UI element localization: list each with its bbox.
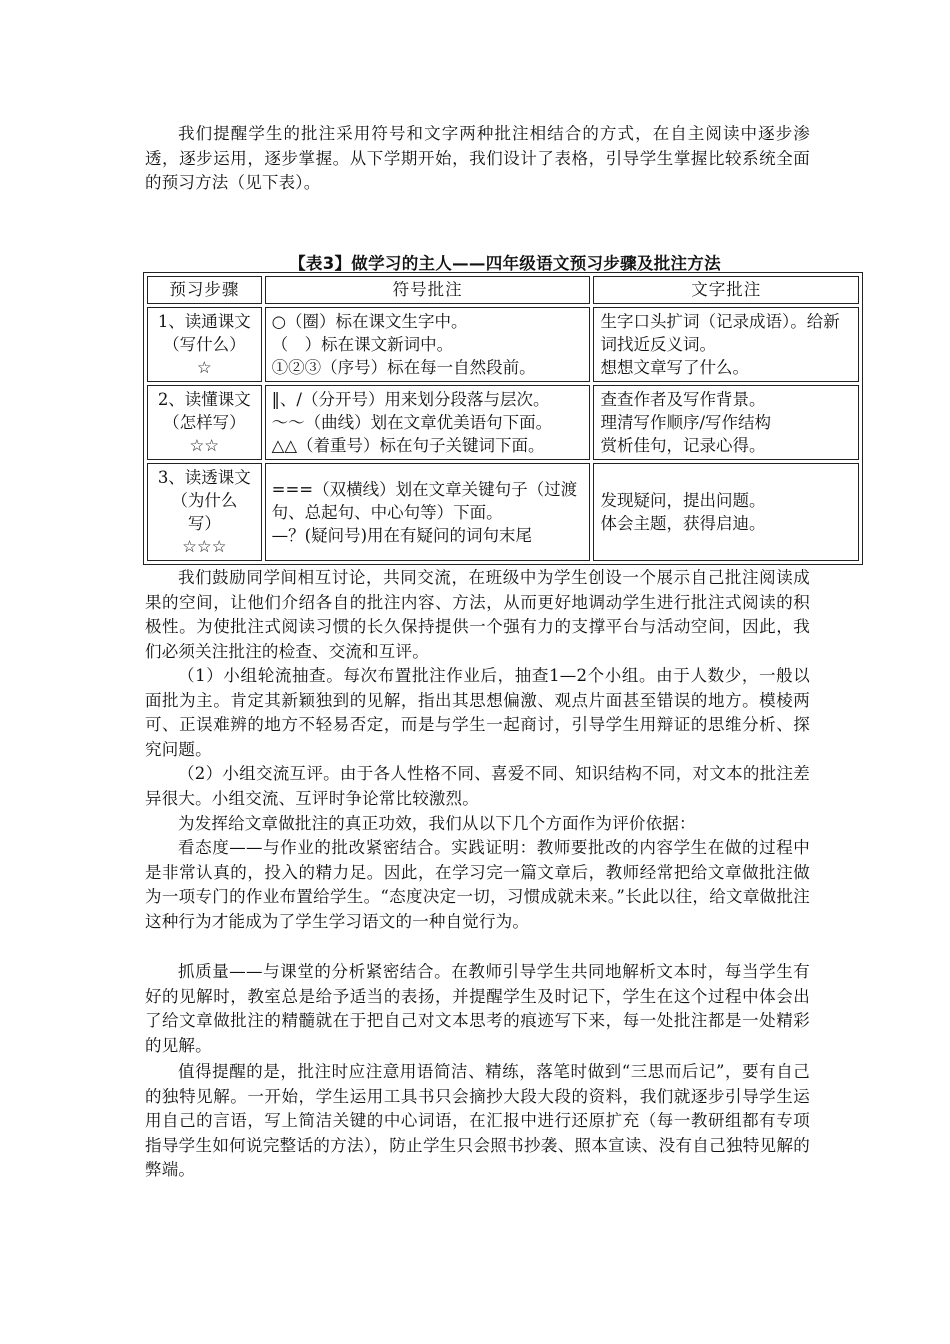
step-cell — [147, 463, 262, 561]
symbol-line: ～～（曲线）划在文章优美语句下面。 — [271, 413, 553, 432]
step-cell — [147, 385, 262, 460]
text-line: 查查作者及写作背景。 — [600, 390, 766, 409]
text-line: 发现疑问，提出问题。 — [600, 491, 766, 510]
symbol-line: ①②③（序号）标在每一自然段前。 — [271, 358, 536, 377]
step-line: 1、读通课文 — [157, 312, 251, 331]
step-line: （为什么 — [171, 491, 238, 510]
text-cell — [593, 463, 859, 561]
text-cell — [593, 307, 859, 382]
table-title: 【表3】做学习的主人——四年级语文预习步骤及批注方法 — [289, 254, 721, 273]
body-paragraph: （1）小组轮流抽查。每次布置批注作业后，抽查1—2个小组。由于人数少，一般以面批为主。肯定其新颖独到的见解，指出其思想偏激、观点片面甚至错误的地方。模棱两可、正误难辨的地方不轻易否定，而是与学生一起商讨，引导学生用辩证的思维分析、探究问题。 — [145, 666, 810, 759]
step-line: 2、读懂课文 — [157, 390, 251, 409]
body-paragraph: 我们鼓励同学间相互讨论，共同交流，在班级中为学生创设一个展示自己批注阅读成果的空间，让他们介绍各自的批注内容、方法，从而更好地调动学生进行批注式阅读的积极性。为使批注式阅读习惯的长久保持提供一个强有力的支撑平台与活动空间，因此，我们必须关注批注的检查、交流和互评。 — [145, 568, 810, 661]
step-stars: ☆ — [196, 358, 212, 377]
text-line: 赏析佳句，记录心得。 — [600, 436, 766, 455]
text-line: 想想文章写了什么。 — [600, 358, 749, 377]
table-row — [147, 385, 859, 460]
step-line: （写什么） — [163, 335, 246, 354]
symbol-line: （ ）标在课文新词中。 — [271, 335, 454, 354]
header-text: 文字批注 — [593, 276, 859, 304]
header-step: 预习步骤 — [147, 276, 262, 304]
body-paragraph: 为发挥给文章做批注的真正功效，我们从以下几个方面作为评价依据： — [178, 814, 696, 833]
table-row — [147, 463, 859, 561]
step-line: 写） — [187, 514, 221, 533]
step-stars: ☆☆ — [189, 436, 220, 455]
symbol-line: ○（圈）标在课文生字中。 — [271, 312, 468, 331]
text-line: 体会主题，获得启迪。 — [600, 514, 766, 533]
table-header-row — [147, 276, 859, 304]
symbol-cell — [265, 307, 591, 382]
symbol-line: ===（双横线）划在文章关键句子（过渡句、总起句、中心句等）下面。 — [271, 479, 578, 522]
symbol-cell — [265, 463, 591, 561]
body-paragraph: 值得提醒的是，批注时应注意用语简洁、精练，落笔时做到“三思而后记”，要有自己的独特见解。一开始，学生运用工具书只会摘抄大段大段的资料，我们就逐步引导学生运用自己的言语，写上简洁关键的中心词语，在汇报中进行还原扩充（每一教研组都有专项指导学生如何说完整话的方法），防止学生只会照书抄袭、照本宣读、没有自己独特见解的弊端。 — [145, 1062, 810, 1179]
body-paragraph: 抓质量——与课堂的分析紧密结合。在教师引导学生共同地解析文本时，每当学生有好的见解时，教室总是给予适当的表扬，并提醒学生及时记下，学生在这个过程中体会出了给文章做批注的精髓就在于把自己对文本思考的痕迹写下来，每一处批注都是一处精彩的见解。 — [145, 962, 810, 1055]
header-symbol: 符号批注 — [265, 276, 591, 304]
text-line: 生字口头扩词（记录成语）。给新词找近反义词。 — [600, 312, 840, 354]
step-line: （怎样写） — [163, 413, 246, 432]
body-paragraph: 看态度——与作业的批改紧密结合。实践证明：教师要批改的内容学生在做的过程中是非常认真的，投入的精力足。因此，在学习完一篇文章后，教师经常把给文章做批注做为一项专门的作业布置给学生。“态度决定一切，习惯成就未来。”长此以往，给文章做批注这种行为才能成为了学生学习语文的一种自觉行为。 — [145, 838, 810, 931]
symbol-line: △△（着重号）标在句子关键词下面。 — [271, 436, 545, 455]
text-cell — [593, 385, 859, 460]
symbol-line: —？(疑问号)用在有疑问的词句末尾 — [271, 525, 533, 545]
symbol-line: ‖、/（分开号）用来划分段落与层次。 — [271, 390, 550, 409]
body-paragraph: （2）小组交流互评。由于各人性格不同、喜爱不同、知识结构不同，对文本的批注差异很大。小组交流、互评时争论常比较激烈。 — [145, 764, 810, 808]
preview-steps-table — [143, 272, 863, 565]
step-cell — [147, 307, 262, 382]
step-stars: ☆☆☆ — [182, 537, 227, 556]
text-line: 理清写作顺序/写作结构 — [600, 413, 772, 432]
step-line: 3、读透课文 — [157, 468, 251, 487]
intro-paragraph: 我们提醒学生的批注采用符号和文字两种批注相结合的方式，在自主阅读中逐步渗透，逐步运用，逐步掌握。从下学期开始，我们设计了表格，引导学生掌握比较系统全面的预习方法（见下表）。 — [145, 124, 810, 192]
symbol-cell — [265, 385, 591, 460]
table-row — [147, 307, 859, 382]
